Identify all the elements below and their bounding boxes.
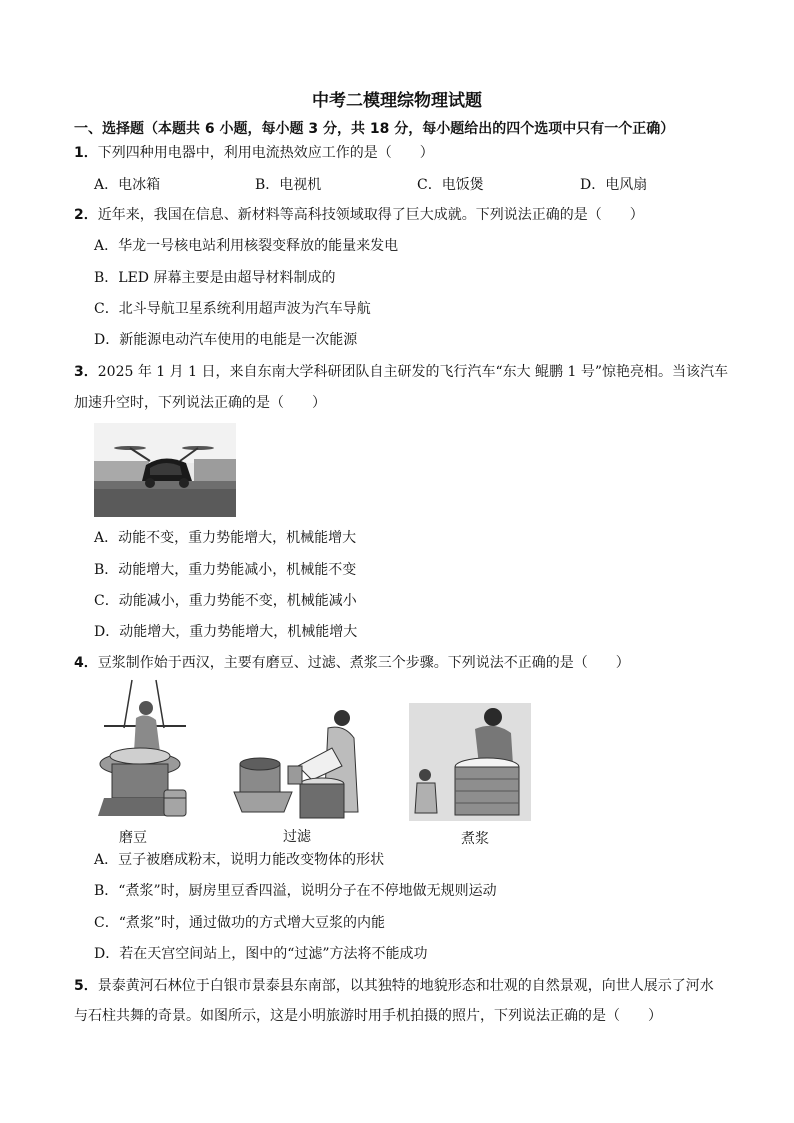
flying-car-photo bbox=[94, 423, 236, 517]
option-b: B．动能增大，重力势能减小，机械能不变 bbox=[94, 562, 357, 578]
option-a: A．电冰箱 bbox=[94, 177, 161, 193]
question-number: 3． bbox=[74, 364, 98, 380]
caption-filtering: 过滤 bbox=[283, 829, 311, 845]
option-a: A．华龙一号核电站利用核裂变释放的能量来发电 bbox=[94, 238, 399, 254]
question-3-stem-continued: 加速升空时，下列说法正确的是（ ） bbox=[74, 395, 326, 411]
option-a: A．豆子被磨成粉末，说明力能改变物体的形状 bbox=[94, 852, 385, 868]
option-b: B．电视机 bbox=[255, 177, 322, 193]
option-d: D．新能源电动汽车使用的电能是一次能源 bbox=[94, 332, 358, 348]
question-5-stem-continued: 与石柱共舞的奇景。如图所示，这是小明旅游时用手机拍摄的照片，下列说法正确的是（ ） bbox=[74, 1008, 662, 1024]
filtering-illustration bbox=[232, 708, 364, 822]
question-stem: 2025 年 1 月 1 日，来自东南大学科研团队自主研发的飞行汽车“东大 鲲鹏 1 号”惊艳亮相。当该汽车 bbox=[97, 364, 729, 380]
section-heading: 一、选择题（本题共 6 小题，每小题 3 分，共 18 分，每小题给出的四个选项中只有一个正确） bbox=[74, 121, 675, 137]
question-1 bbox=[74, 143, 434, 163]
option-c: C．北斗导航卫星系统利用超声波为汽车导航 bbox=[94, 301, 371, 317]
option-c: C．动能减小，重力势能不变，机械能减小 bbox=[94, 593, 357, 609]
question-4 bbox=[74, 653, 630, 673]
option-d: D．若在天宫空间站上，图中的“过滤”方法将不能成功 bbox=[94, 946, 428, 962]
question-stem: 下列四种用电器中，利用电流热效应工作的是（ ） bbox=[97, 145, 434, 161]
option-c: C．电饭煲 bbox=[417, 177, 484, 193]
page-title: 中考二模理综物理试题 bbox=[312, 91, 482, 111]
question-number: 5． bbox=[74, 978, 98, 994]
question-stem: 豆浆制作始于西汉，主要有磨豆、过滤、煮浆三个步骤。下列说法不正确的是（ ） bbox=[97, 655, 630, 671]
caption-boiling: 煮浆 bbox=[461, 831, 489, 847]
option-d: D．动能增大，重力势能增大，机械能增大 bbox=[94, 624, 358, 640]
question-stem: 景泰黄河石林位于白银市景泰县东南部，以其独特的地貌形态和壮观的自然景观，向世人展示了河水 bbox=[97, 978, 714, 994]
boiling-soymilk-illustration bbox=[409, 703, 531, 821]
question-number: 1． bbox=[74, 145, 98, 161]
question-number: 4． bbox=[74, 655, 98, 671]
question-5 bbox=[74, 976, 714, 996]
caption-grinding: 磨豆 bbox=[119, 830, 147, 846]
question-stem: 近年来，我国在信息、新材料等高科技领域取得了巨大成就。下列说法正确的是（ ） bbox=[97, 207, 644, 223]
option-b: B．LED 屏幕主要是由超导材料制成的 bbox=[94, 270, 336, 286]
option-d: D．电风扇 bbox=[580, 177, 648, 193]
option-c: C．“煮浆”时，通过做功的方式增大豆浆的内能 bbox=[94, 915, 386, 931]
option-b: B．“煮浆”时，厨房里豆香四溢，说明分子在不停地做无规则运动 bbox=[94, 883, 497, 899]
grinding-beans-illustration bbox=[94, 678, 196, 820]
option-a: A．动能不变，重力势能增大，机械能增大 bbox=[94, 530, 357, 546]
question-1-options bbox=[94, 174, 714, 194]
question-number: 2． bbox=[74, 207, 98, 223]
question-3 bbox=[74, 362, 728, 382]
question-2 bbox=[74, 205, 644, 225]
